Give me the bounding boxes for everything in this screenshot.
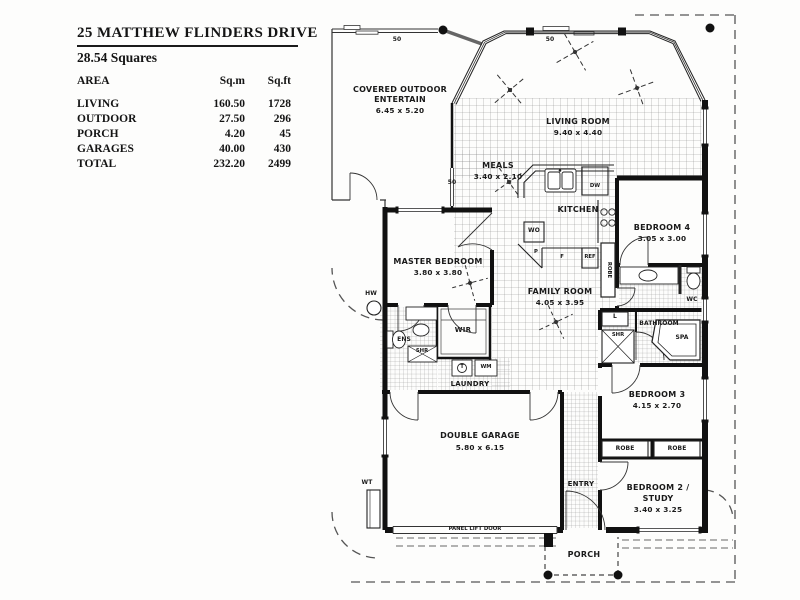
label-wc: WC — [686, 296, 698, 303]
label-bedroom3-dims: 4.15 x 2.70 — [632, 401, 682, 410]
dim-mark-50-b: 50 — [545, 36, 555, 43]
row-sqft: 430 — [273, 143, 291, 156]
hot-water-icon — [367, 301, 381, 315]
label-laundry-tub: T — [460, 364, 464, 370]
label-living-room-dims: 9.40 x 4.40 — [553, 128, 603, 137]
row-sqft: 45 — [279, 128, 291, 141]
col-sqm: Sq.m — [219, 75, 245, 88]
label-robe-right: ROBE — [667, 445, 687, 452]
label-panel-lift-door: PANEL LIFT DOOR — [448, 526, 502, 532]
label-living-room: LIVING ROOM — [546, 117, 610, 126]
row-sqm: 160.50 — [213, 98, 245, 111]
label-wall-oven: WO — [528, 227, 540, 234]
label-robe-bed4: ROBE — [605, 261, 612, 279]
label-kitchen: KITCHEN — [557, 205, 599, 214]
row-sqm: 4.20 — [224, 128, 245, 141]
row-name: LIVING — [77, 98, 120, 111]
col-area: AREA — [77, 75, 110, 88]
title-rule — [77, 45, 298, 47]
label-bedroom4: BEDROOM 4 — [633, 223, 691, 232]
label-double-garage: DOUBLE GARAGE — [440, 431, 520, 440]
outdoor-screen-walls — [332, 29, 438, 210]
label-covered-outdoor-2: ENTERTAIN — [374, 95, 426, 104]
label-covered-outdoor-dims: 6.45 x 5.20 — [375, 106, 425, 115]
label-master-bedroom: MASTER BEDROOM — [393, 257, 483, 266]
label-bedroom4-dims: 3.05 x 3.00 — [637, 234, 687, 243]
label-ens-shower: SHR — [415, 348, 429, 354]
row-name: OUTDOOR — [77, 113, 137, 126]
row-name: GARAGES — [77, 143, 134, 156]
row-sqft: 1728 — [268, 98, 291, 111]
label-bathroom: BATHROOM — [639, 320, 679, 327]
label-entry: ENTRY — [567, 480, 595, 488]
label-water-tank: WT — [361, 479, 373, 486]
label-family-room: FAMILY ROOM — [527, 287, 593, 296]
row-sqft: 2499 — [268, 158, 291, 171]
label-master-bedroom-dims: 3.80 x 3.80 — [413, 268, 463, 277]
dim-mark-50-a: 50 — [392, 36, 402, 43]
page-subtitle: 28.54 Squares — [77, 50, 158, 66]
label-meals: MEALS — [482, 161, 514, 170]
driveway-edge-lines — [396, 538, 733, 548]
label-spa: SPA — [675, 334, 689, 341]
label-bedroom2: BEDROOM 2 / — [626, 483, 690, 492]
label-washing-machine: WM — [480, 364, 492, 370]
label-meals-dims: 3.40 x 2.10 — [473, 172, 523, 181]
title-block — [77, 24, 318, 172]
label-linen: L — [613, 313, 617, 320]
row-sqm: 40.00 — [219, 143, 245, 156]
label-fridge: REF — [584, 254, 596, 260]
label-ens: ENS — [397, 336, 411, 343]
col-sqft: Sq.ft — [267, 75, 291, 88]
label-bedroom3: BEDROOM 3 — [628, 390, 686, 399]
label-pantry: P — [534, 249, 538, 255]
label-robe-left: ROBE — [615, 445, 635, 452]
label-porch: PORCH — [567, 550, 601, 559]
living-bay-windows — [452, 31, 705, 104]
label-laundry: LAUNDRY — [450, 380, 490, 388]
area-table — [77, 97, 291, 172]
row-sqm: 27.50 — [219, 113, 245, 126]
porch-step — [544, 533, 553, 547]
outdoor-beam — [443, 30, 482, 44]
row-sqm: 232.20 — [213, 158, 245, 171]
label-freezer: F — [560, 254, 564, 260]
row-name: TOTAL — [77, 158, 117, 171]
label-hot-water: HW — [365, 290, 377, 297]
label-wir: WIR — [454, 326, 472, 334]
label-covered-outdoor: COVERED OUTDOOR — [352, 85, 448, 94]
label-double-garage-dims: 5.80 x 6.15 — [455, 443, 505, 452]
label-bedroom2-dims: 3.40 x 3.25 — [633, 505, 683, 514]
label-dishwasher: DW — [589, 183, 601, 189]
label-bedroom2-2: STUDY — [642, 494, 674, 503]
area-table-header — [77, 74, 291, 89]
page-title: 25 MATTHEW FLINDERS DRIVE — [77, 25, 318, 41]
water-tank-icon — [367, 490, 380, 528]
label-bath-shower: SHR — [611, 332, 625, 338]
dim-mark-50-c: 50 — [447, 179, 457, 186]
sink-icon — [545, 169, 576, 192]
row-sqft: 296 — [273, 113, 291, 126]
row-name: PORCH — [77, 128, 119, 141]
label-family-room-dims: 4.05 x 3.95 — [535, 298, 585, 307]
